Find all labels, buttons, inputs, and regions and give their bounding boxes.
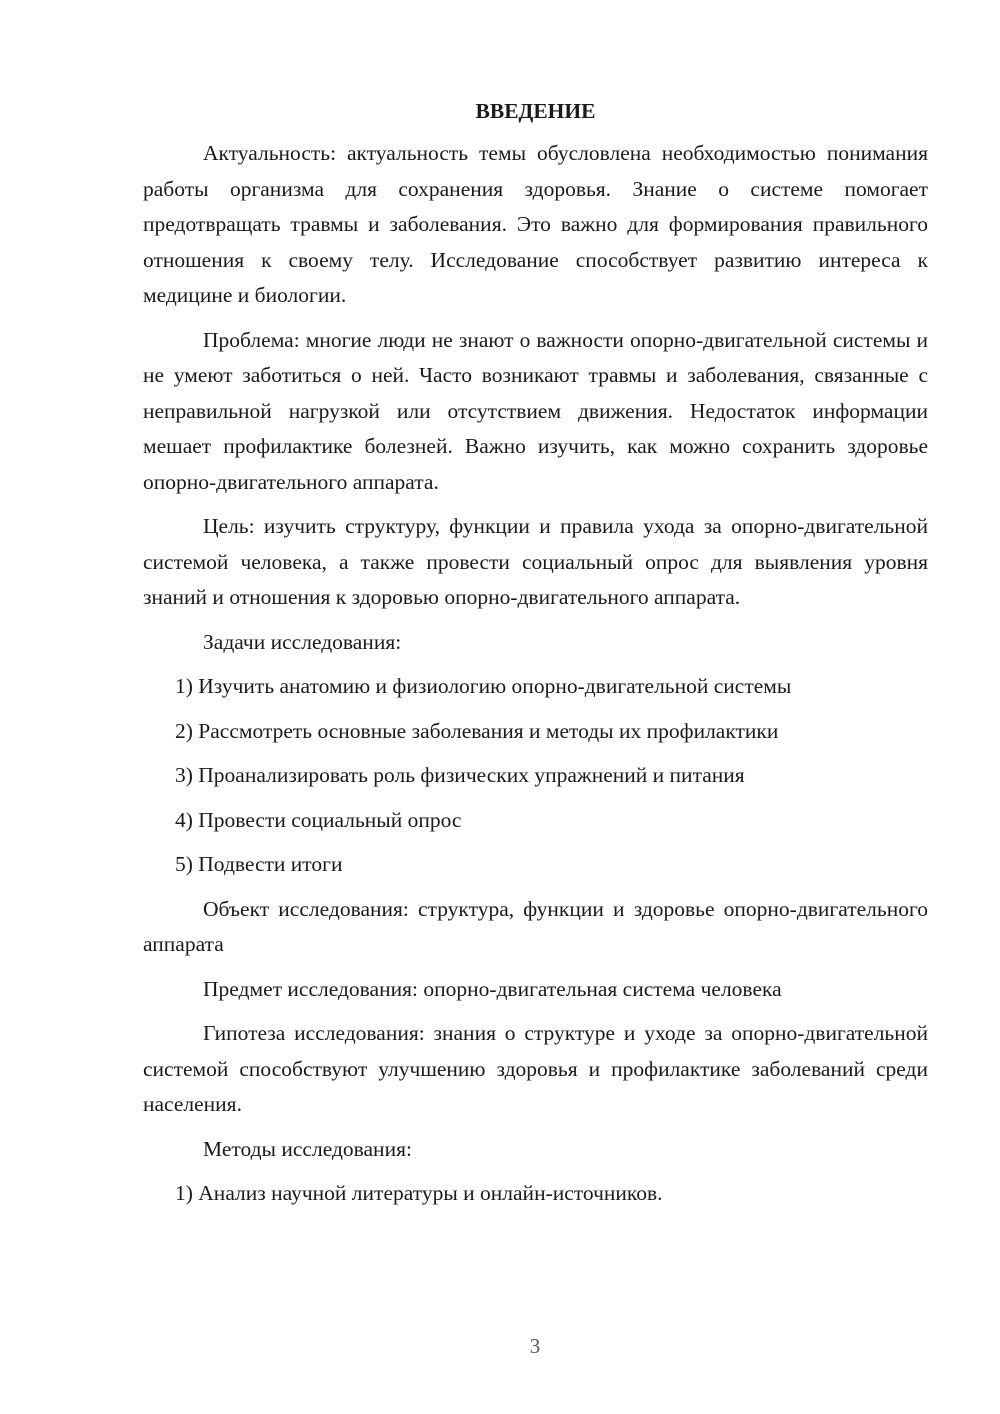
page-number: 3 (529, 1334, 541, 1358)
subject-paragraph: Предмет исследования: опорно-двигательная система человека (203, 976, 782, 1001)
object-paragraph: Объект исследования: структура, функции и здоровье опорно-двигательного аппарата (143, 896, 928, 956)
hypothesis-paragraph: Гипотеза исследования: знания о структуре и уходе за опорно-двигательной системой способствуют улучшению здоровья и профилактике заболеваний среди населения. (143, 1021, 928, 1116)
task-item-5: 5) Подвести итоги (175, 852, 343, 876)
problem-paragraph: Проблема: многие люди не знают о важности опорно-двигательной системы и не умеют заботиться о ней. Часто возникают травмы и заболевания, связанные с неправильной нагрузкой или отсутствием движения. Недостаток информации мешает профилактике болезней. Важно изучить, как можно сохранить здоровье опорно-двигательного аппарата. (143, 327, 928, 494)
task-item-1: 1) Изучить анатомию и физиологию опорно-двигательной системы (175, 674, 792, 698)
tasks-heading: Задачи исследования: (203, 629, 402, 654)
tasks-list (143, 669, 928, 883)
methods-heading: Методы исследования: (203, 1136, 412, 1161)
task-item-3: 3) Проанализировать роль физических упражнений и питания (175, 763, 745, 787)
relevance-paragraph: Актуальность: актуальность темы обусловлена необходимостью понимания работы организма для сохранения здоровья. Знание о системе помогает предотвращать травмы и заболевания. Это важно для формирования правильного отношения к своему телу. Исследование способствует развитию интереса к медицине и биологии. (143, 141, 928, 307)
page-content (143, 96, 928, 1221)
method-item-1: 1) Анализ научной литературы и онлайн-источников. (175, 1181, 663, 1205)
task-item-4: 4) Провести социальный опрос (175, 807, 462, 832)
section-title: ВВЕДЕНИЕ (475, 99, 596, 123)
task-item-2: 2) Рассмотреть основные заболевания и методы их профилактики (175, 718, 779, 743)
methods-list (143, 1176, 928, 1212)
goal-paragraph: Цель: изучить структуру, функции и правила ухода за опорно-двигательной системой человека, а также провести социальный опрос для выявления уровня знаний и отношения к здоровью опорно-двигательного аппарата. (143, 514, 928, 609)
